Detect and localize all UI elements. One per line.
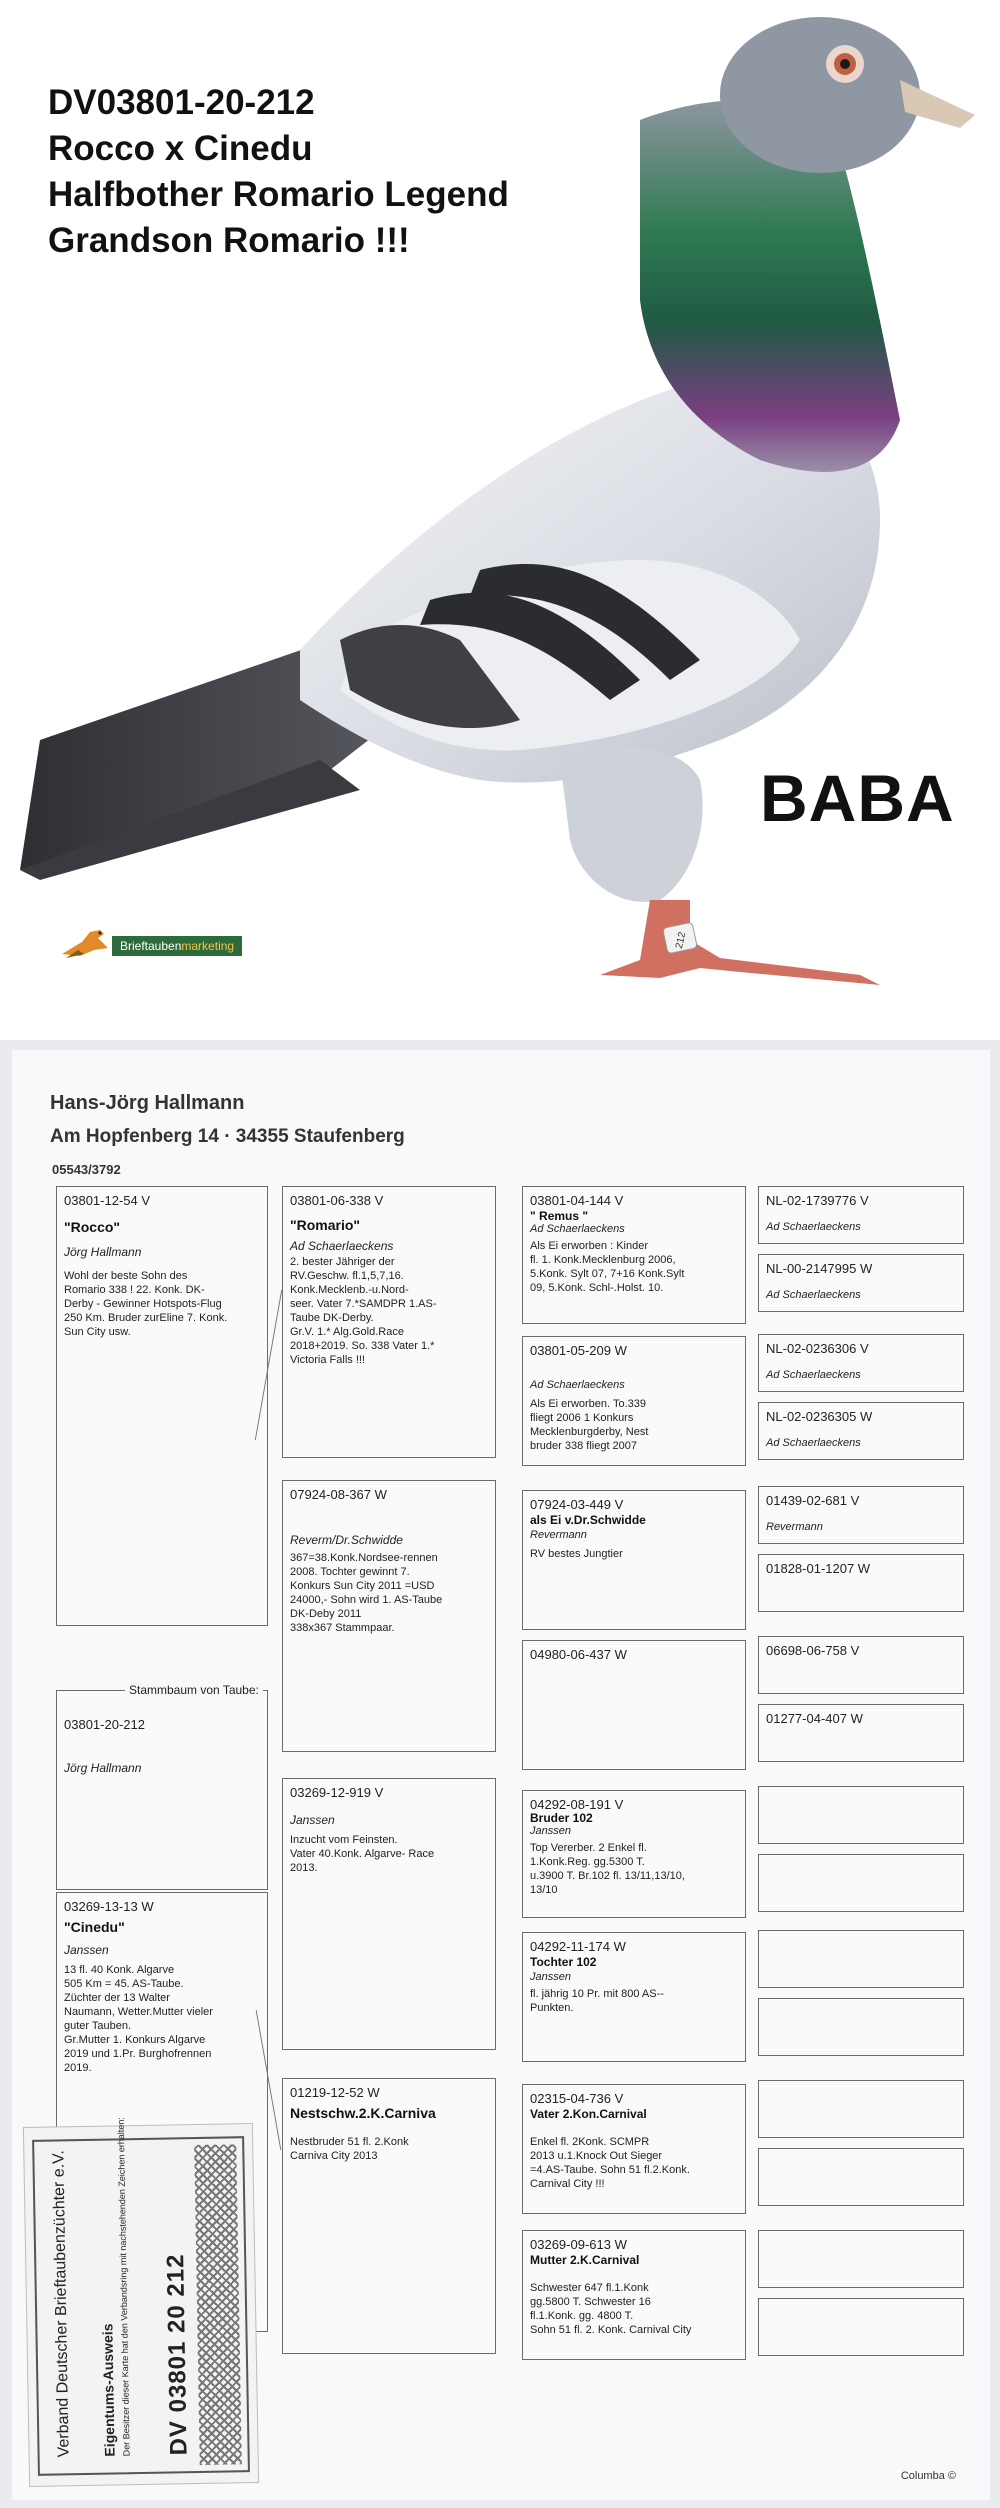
great-grandparent-ring: 04292-11-174 W	[530, 1939, 626, 1954]
great-grandparent-box	[522, 2084, 746, 2214]
card-organization: Verband Deutscher Brieftaubenzüchter e.V.	[50, 2150, 73, 2458]
photo-label: BABA	[760, 761, 955, 835]
great-grandparent-name: Bruder 102	[530, 1811, 593, 1825]
leg-ring-text: 212	[673, 931, 689, 950]
ancestor-box	[758, 1486, 964, 1544]
subject-breeder: Jörg Hallmann	[64, 1761, 142, 1775]
grandparent-ring: 03269-12-919 V	[290, 1785, 384, 1800]
ancestor-breeder: Ad Schaerlaeckens	[766, 1221, 861, 1233]
sire-ring: 03801-12-54 V	[64, 1193, 151, 1208]
ancestor-breeder: Ad Schaerlaeckens	[766, 1289, 861, 1301]
great-grandparent-breeder: Janssen	[530, 1971, 571, 1983]
subject-box	[56, 1683, 268, 1890]
breeder-name: Hans-Jörg Hallmann	[50, 1092, 245, 1114]
ancestor-box	[758, 1186, 964, 1244]
ancestor-box	[758, 1254, 964, 1312]
grandparent-notes: Nestbruder 51 fl. 2.Konk Carniva City 2013	[290, 2136, 409, 2162]
ancestor-box	[758, 1636, 964, 1694]
stammbaum-label: Stammbaum von Taube:	[125, 1683, 263, 1697]
great-grandparent-breeder: Ad Schaerlaeckens	[530, 1223, 625, 1235]
ownership-card	[23, 2117, 259, 2487]
great-grandparent-ring: 04980-06-437 W	[530, 1647, 627, 1662]
sire-notes: Wohl der beste Sohn des Romario 338 ! 22. Konk. DK- Derby - Gewinner Hotspots-Flug 250 Km. Bruder zurEline 7. Konk. Sun City usw.	[64, 1270, 228, 1338]
headline	[48, 80, 509, 264]
ancestor-box	[758, 1854, 964, 1912]
ancestor-box	[758, 2080, 964, 2138]
ancestor-ring: NL-02-0236306 V	[766, 1341, 869, 1356]
grandparent-notes: 2. bester Jähriger der RV.Geschw. fl.1,5,7,16. Konk.Mecklenb.-u.Nord- seer. Vater 7.*SAMDPR 1.AS- Taube DK-Derby. Gr.V. 1.* Alg.Gold.Race 2018+2019. So. 338 Vater 1.* Victoria Falls !!!	[290, 1256, 437, 1366]
ancestor-box	[758, 2148, 964, 2206]
great-grandparent-notes: Enkel fl. 2Konk. SCMPR 2013 u.1.Knock Out Sieger =4.AS-Taube. Sohn 51 fl.2.Konk. Carnival City !!!	[530, 2136, 690, 2190]
sire-box	[56, 1186, 268, 1626]
grandparent-notes: 367=38.Konk.Nordsee-rennen 2008. Tochter gewinnt 7. Konkurs Sun City 2011 =USD 24000,- Sohn wird 1. AS-Taube DK-Deby 2011 338x367 Stammpaar.	[290, 1552, 443, 1634]
headline-relation: Halfbother Romario Legend	[48, 175, 509, 214]
great-grandparent-name: " Remus "	[530, 1209, 589, 1223]
great-grandparent-notes: Als Ei erworben. To.339 fliegt 2006 1 Konkurs Mecklenburgderby, Nest bruder 338 fliegt 2007	[530, 1398, 649, 1452]
grandparent-name: "Romario"	[290, 1217, 361, 1233]
ancestor-breeder: Revermann	[766, 1521, 823, 1533]
brand-logo-text: Brieftaubenmarketing	[112, 936, 242, 956]
card-security-pattern	[194, 2144, 242, 2465]
subject-ring: 03801-20-212	[64, 1717, 145, 1732]
ancestor-box	[758, 1704, 964, 1762]
grandparent-notes: Inzucht vom Feinsten. Vater 40.Konk. Algarve- Race 2013.	[290, 1834, 435, 1874]
great-grandparent-ring: 07924-03-449 V	[530, 1497, 624, 1512]
breeder-phone: 05543/3792	[52, 1162, 121, 1177]
dam-notes: 13 fl. 40 Konk. Algarve 505 Km = 45. AS-Taube. Züchter der 13 Walter Naumann, Wetter.Mutter vieler guter Tauben. Gr.Mutter 1. Konkurs Algarve 2019 und 1.Pr. Burghofrennen 2019.	[64, 1964, 213, 2074]
pigeon-photo-area	[0, 0, 1000, 1040]
great-grandparent-notes: fl. jährig 10 Pr. mit 800 AS-- Punkten.	[530, 1988, 664, 2014]
grandparent-box	[282, 1480, 496, 1752]
great-grandparent-ring: 04292-08-191 V	[530, 1797, 624, 1812]
pedigree-scan	[0, 1040, 1000, 2508]
grandparent-breeder: Janssen	[290, 1813, 335, 1827]
ancestor-box	[758, 1402, 964, 1460]
ancestor-ring: 06698-06-758 V	[766, 1643, 860, 1658]
grandparent-name: Nestschw.2.K.Carniva	[290, 2105, 436, 2121]
dam-breeder: Janssen	[64, 1943, 109, 1957]
ancestor-box	[758, 2298, 964, 2356]
pedigree-sheet	[12, 1050, 990, 2500]
great-grandparent-notes: Schwester 647 fl.1.Konk gg.5800 T. Schwester 16 fl.1.Konk. gg. 4800 T. Sohn 51 fl. 2. Konk. Carnival City	[530, 2282, 692, 2336]
great-grandparent-box	[522, 1490, 746, 1630]
grandparent-ring: 01219-12-52 W	[290, 2085, 380, 2100]
columba-footer: Columba ©	[900, 2470, 956, 2482]
great-grandparent-notes: Als Ei erworben : Kinder fl. 1. Konk.Mecklenburg 2006, 5.Konk. Sylt 07, 7+16 Konk.Sylt 09, 5.Konk. Schl-.Holst. 10.	[530, 1240, 685, 1294]
ancestor-box	[758, 1554, 964, 1612]
headline-ring-number: DV03801-20-212	[48, 83, 315, 122]
ancestor-box	[758, 1334, 964, 1392]
great-grandparent-box	[522, 1336, 746, 1466]
dam-ring: 03269-13-13 W	[64, 1899, 154, 1914]
great-grandparent-name: Tochter 102	[530, 1955, 597, 1969]
grandparent-box	[282, 2078, 496, 2354]
grandparent-box	[282, 1186, 496, 1458]
great-grandparent-box	[522, 1790, 746, 1918]
great-grandparent-ring: 03801-04-144 V	[530, 1193, 624, 1208]
great-grandparent-breeder: Janssen	[530, 1825, 571, 1837]
grandparent-breeder: Reverm/Dr.Schwidde	[290, 1533, 403, 1547]
brand-logo	[60, 920, 260, 966]
headline-parents: Rocco x Cinedu	[48, 129, 313, 168]
pigeon-logo-icon	[60, 924, 120, 962]
ancestor-ring: 01828-01-1207 W	[766, 1561, 871, 1576]
ancestor-breeder: Ad Schaerlaeckens	[766, 1437, 861, 1449]
ancestor-ring: 01439-02-681 V	[766, 1493, 860, 1508]
sire-breeder: Jörg Hallmann	[64, 1245, 142, 1259]
dam-name: "Cinedu"	[64, 1919, 125, 1935]
great-grandparent-notes: Top Vererber. 2 Enkel fl. 1.Konk.Reg. gg.5300 T. u.3900 T. Br.102 fl. 13/11,13/10, 13/10	[530, 1842, 685, 1896]
grandparent-breeder: Ad Schaerlaeckens	[290, 1239, 394, 1253]
great-grandparent-name: als Ei v.Dr.Schwidde	[530, 1513, 646, 1527]
ancestor-breeder: Ad Schaerlaeckens	[766, 1369, 861, 1381]
sire-name: "Rocco"	[64, 1219, 121, 1235]
card-title: Eigentums-Ausweis	[99, 2323, 118, 2457]
great-grandparent-ring: 03801-05-209 W	[530, 1343, 627, 1358]
great-grandparent-notes: RV bestes Jungtier	[530, 1548, 623, 1560]
great-grandparent-name: Mutter 2.K.Carnival	[530, 2253, 640, 2267]
great-grandparent-box	[522, 2230, 746, 2360]
great-grandparent-ring: 02315-04-736 V	[530, 2091, 624, 2106]
card-hint: Der Besitzer dieser Karte hat den Verbandsring mit nachstehenden Zeichen erhalten:	[115, 2117, 132, 2457]
ancestor-ring: NL-02-1739776 V	[766, 1193, 869, 1208]
grandparent-ring: 03801-06-338 V	[290, 1193, 384, 1208]
great-grandparent-ring: 03269-09-613 W	[530, 2237, 627, 2252]
headline-grandson: Grandson Romario !!!	[48, 221, 410, 260]
great-grandparent-name: Vater 2.Kon.Carnival	[530, 2107, 647, 2121]
grandparent-ring: 07924-08-367 W	[290, 1487, 387, 1502]
great-grandparent-box	[522, 1640, 746, 1770]
ancestor-box	[758, 1786, 964, 1844]
ancestor-box	[758, 1930, 964, 1988]
ancestor-box	[758, 2230, 964, 2288]
great-grandparent-breeder: Revermann	[530, 1529, 587, 1541]
breeder-address: Am Hopfenberg 14 · 34355 Staufenberg	[50, 1126, 405, 1147]
great-grandparent-breeder: Ad Schaerlaeckens	[530, 1379, 625, 1391]
ancestor-ring: 01277-04-407 W	[766, 1711, 863, 1726]
ancestor-ring: NL-00-2147995 W	[766, 1261, 873, 1276]
great-grandparent-box	[522, 1932, 746, 2062]
ancestor-ring: NL-02-0236305 W	[766, 1409, 873, 1424]
great-grandparent-box	[522, 1186, 746, 1324]
grandparent-box	[282, 1778, 496, 2050]
ancestor-box	[758, 1998, 964, 2056]
card-ring-number: DV 03801 20 212	[162, 2253, 193, 2456]
